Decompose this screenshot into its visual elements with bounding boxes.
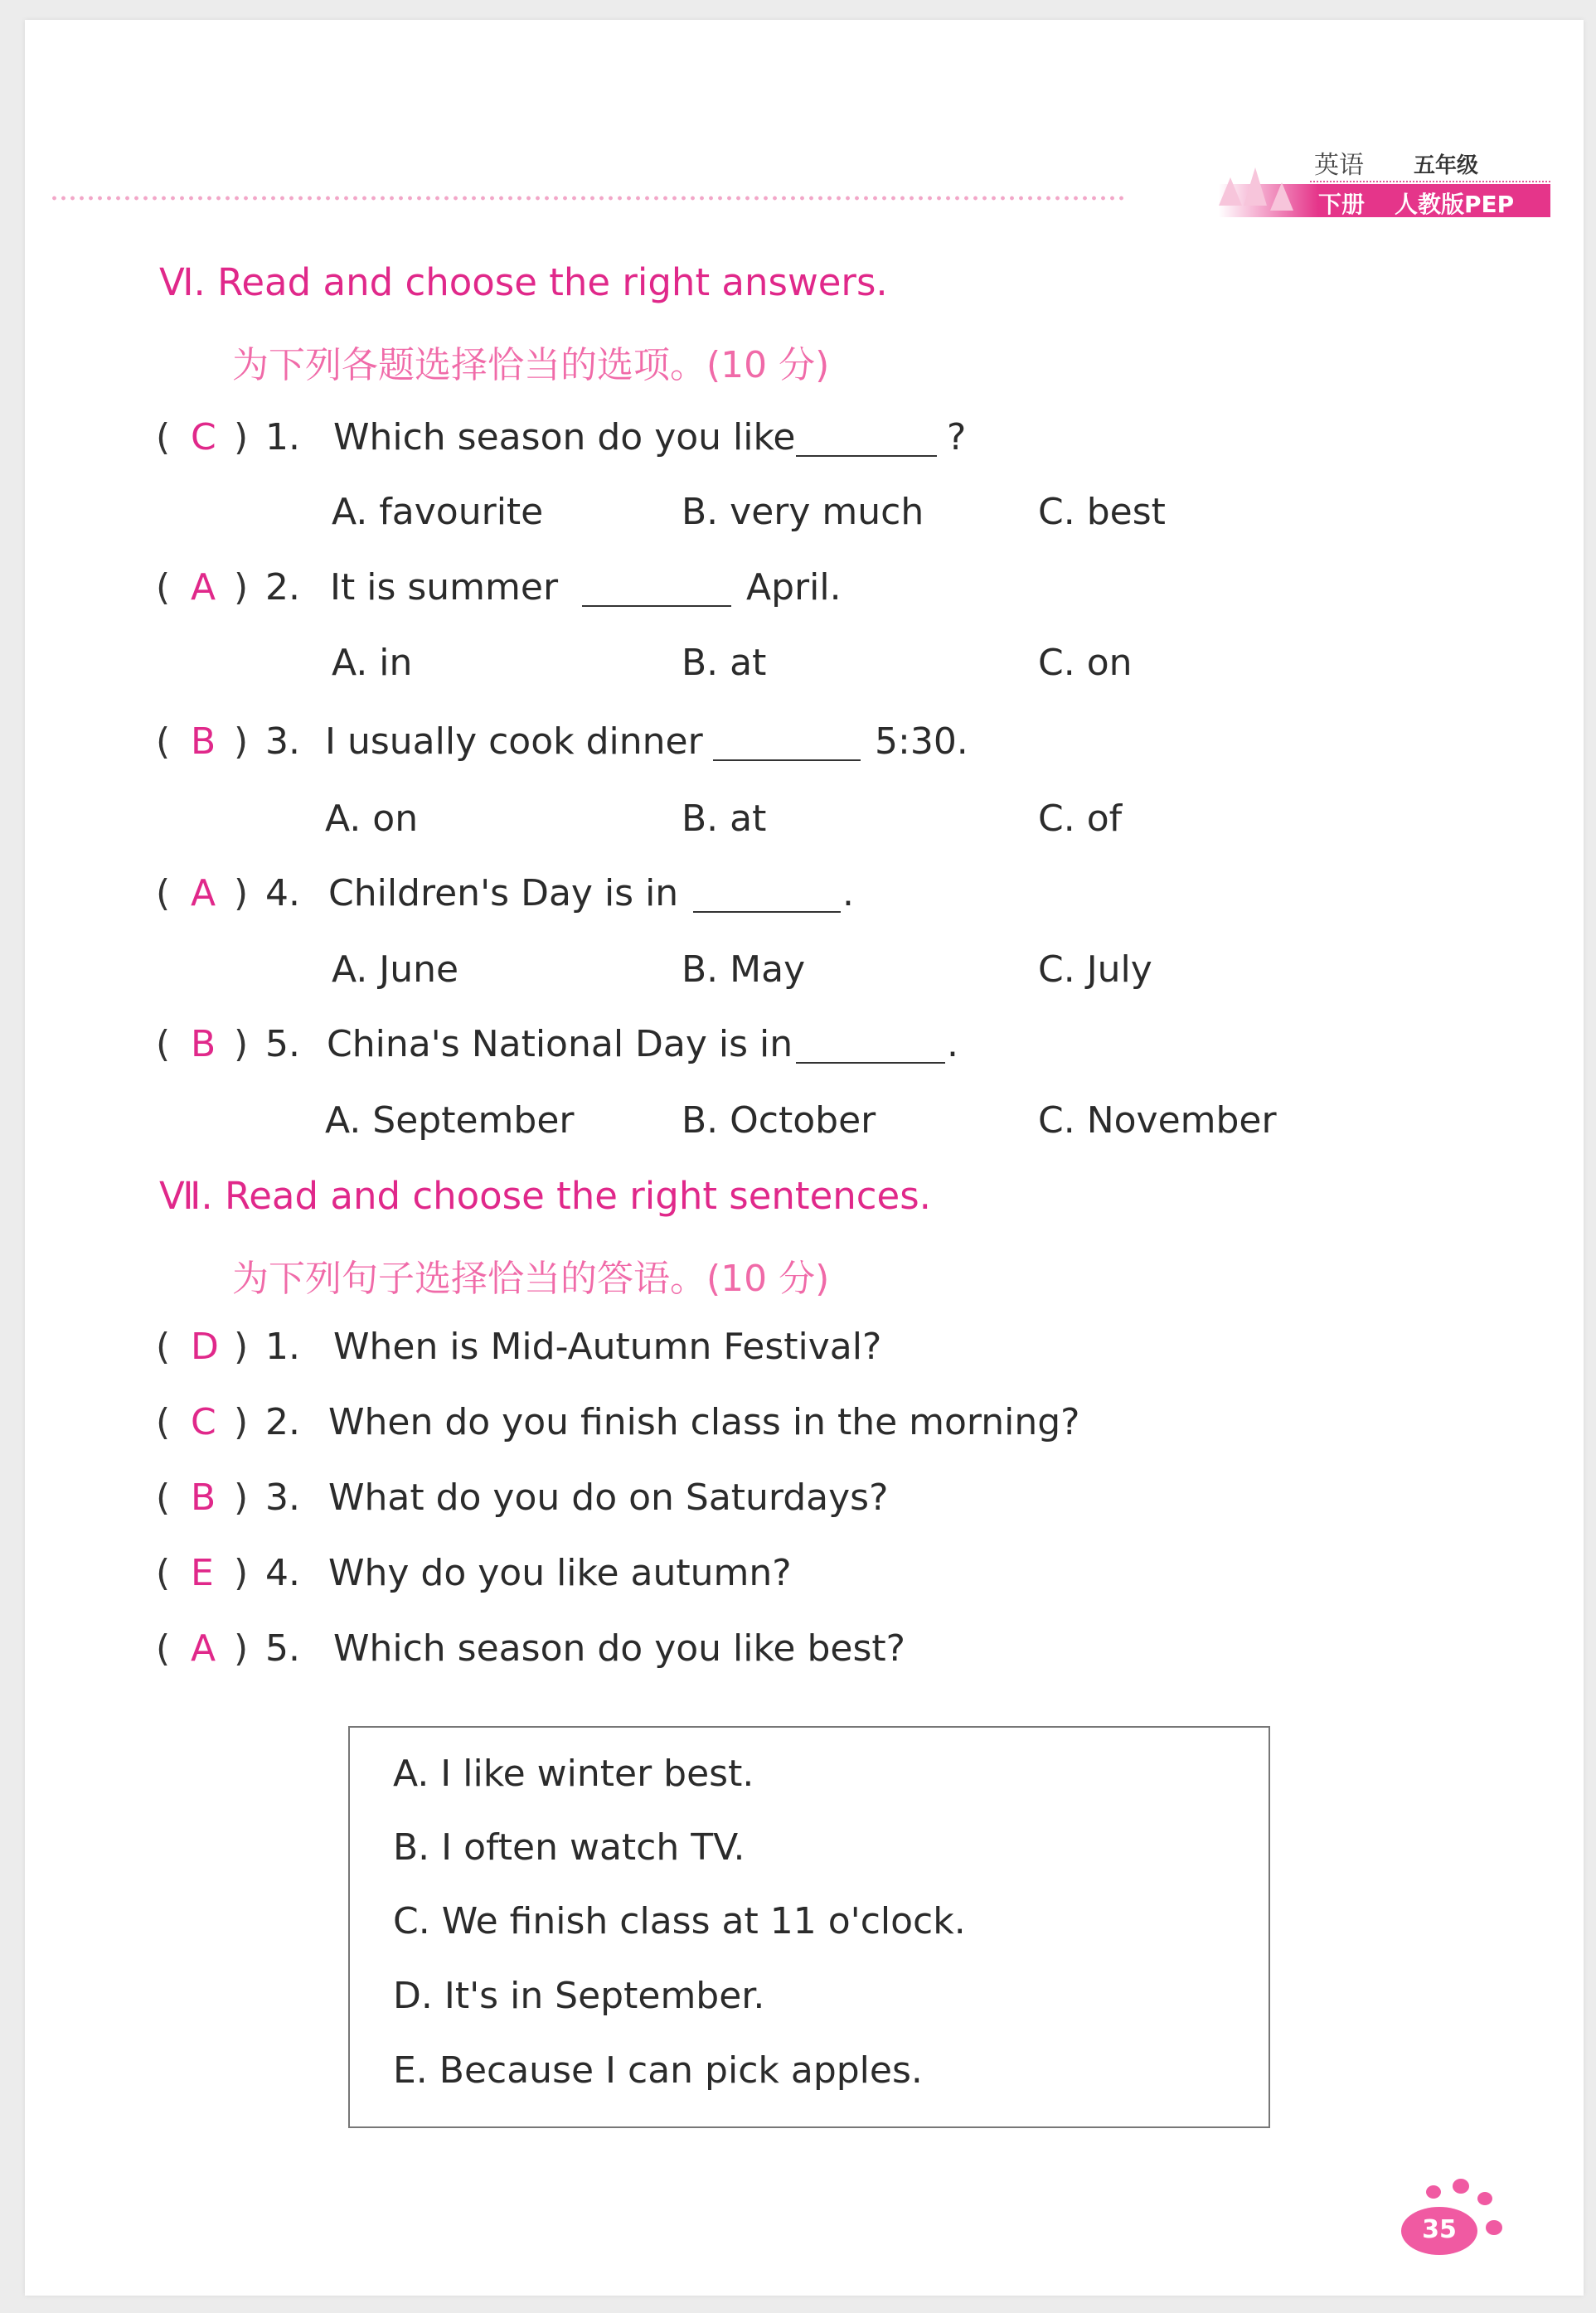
- option-c: C. best: [1038, 491, 1166, 533]
- header-subject: 英语: [1314, 151, 1364, 180]
- option-c: C. July: [1038, 948, 1152, 991]
- option-a: A. in: [332, 642, 413, 684]
- section-7-subtitle: 为下列句子选择恰当的答语。(10 分): [232, 1258, 830, 1300]
- answer-mark: E: [191, 1552, 214, 1594]
- question-number: 5.: [265, 1023, 300, 1065]
- choice-c: C. We finish class at 11 o'clock.: [393, 1900, 966, 1942]
- header-edition: 人教版PEP: [1395, 191, 1515, 218]
- question-text-end: ?: [947, 416, 967, 458]
- option-b: B. at: [682, 642, 767, 684]
- header-dotted-line: [50, 196, 1128, 201]
- answer-mark: B: [191, 720, 216, 763]
- tree-decoration-icon: [1270, 182, 1293, 211]
- option-a: A. September: [325, 1099, 575, 1142]
- paw-dot-icon: [1486, 2220, 1502, 2235]
- question-number: 1.: [265, 1326, 300, 1368]
- choice-e: E. Because I can pick apples.: [393, 2049, 923, 2092]
- tree-decoration-icon: [1244, 167, 1267, 206]
- answer-blank: [713, 759, 861, 761]
- question-text: Which season do you like: [333, 416, 796, 458]
- answer-mark: D: [191, 1326, 219, 1368]
- option-c: C. on: [1038, 642, 1133, 684]
- question-number: 2.: [265, 1401, 300, 1443]
- choice-a: A. I like winter best.: [393, 1753, 754, 1795]
- question-text: I usually cook dinner: [325, 720, 703, 763]
- choice-d: D. It's in September.: [393, 1975, 765, 2017]
- answer-mark: A: [191, 872, 216, 914]
- answer-mark: A: [191, 566, 216, 609]
- option-b: B. May: [682, 948, 806, 991]
- option-c: C. of: [1038, 798, 1123, 840]
- paw-dot-icon: [1453, 2179, 1469, 2194]
- question-number: 3.: [265, 1477, 300, 1519]
- question-text-end: .: [947, 1023, 958, 1065]
- header-grade: 五年级: [1414, 153, 1479, 178]
- question-text: Why do you like autumn?: [328, 1552, 792, 1594]
- question-text: Children's Day is in: [328, 872, 679, 914]
- paw-dot-icon: [1426, 2185, 1441, 2199]
- question-number: 2.: [265, 566, 300, 609]
- answer-mark: A: [191, 1627, 216, 1670]
- option-b: B. October: [682, 1099, 876, 1142]
- question-number: 4.: [265, 1552, 300, 1594]
- option-a: A. June: [332, 948, 459, 991]
- option-a: A. on: [325, 798, 419, 840]
- answer-blank: [796, 455, 937, 457]
- question-number: 1.: [265, 416, 300, 458]
- answer-mark: C: [191, 416, 216, 458]
- tree-decoration-icon: [1219, 177, 1242, 206]
- question-number: 4.: [265, 872, 300, 914]
- section-7-title: Ⅶ. Read and choose the right sentences.: [159, 1174, 931, 1218]
- question-text: When is Mid-Autumn Festival?: [333, 1326, 882, 1368]
- section-6-subtitle: 为下列各题选择恰当的选项。(10 分): [232, 344, 830, 386]
- answer-mark: C: [191, 1401, 216, 1443]
- section-6-title: Ⅵ. Read and choose the right answers.: [159, 260, 888, 304]
- question-text-end: .: [842, 872, 854, 914]
- paw-dot-icon: [1477, 2192, 1492, 2205]
- question-text: It is summer: [330, 566, 559, 609]
- option-c: C. November: [1038, 1099, 1277, 1142]
- answer-mark: B: [191, 1477, 216, 1519]
- option-a: A. favourite: [332, 491, 544, 533]
- header-banner: [1219, 184, 1550, 217]
- header-rule: [1310, 181, 1550, 182]
- question-text-end: April.: [746, 566, 842, 609]
- header-volume: 下册: [1318, 191, 1366, 218]
- question-text-end: 5:30.: [875, 720, 968, 763]
- page-number: 35: [1422, 2215, 1457, 2244]
- question-number: 5.: [265, 1627, 300, 1670]
- question-text: China's National Day is in: [327, 1023, 793, 1065]
- answer-blank: [582, 605, 731, 607]
- answer-blank: [693, 911, 841, 913]
- question-text: Which season do you like best?: [333, 1627, 905, 1670]
- question-number: 3.: [265, 720, 300, 763]
- answer-blank: [796, 1062, 945, 1064]
- workbook-page: 英语 五年级 下册 人教版PEP Ⅵ. Read and choose the right answers. 为下列各题选择恰当的选项。(10 分) ( C ) 1. Which season do you like ? A. favourite B. very much C. best ( A ) 2. It is summer April. A. in B. at C. on ( B ) 3. I usually cook dinner 5:30. A. on B. at C. of ( A ) 4. Children's Day is in . A. June B. May C. July ( B ) 5. China's National Day is in . A. September B. October C. November Ⅶ. Read and choose the right sentences. 为下列句子选择恰当的答语。(10 分) ( D ) 1. When is Mid-Autumn Festival? ( C ) 2. When do you finish class in the morning? ( B ) 3. What do you do on Saturdays? ( E ) 4. Why do you like autumn? ( A ) 5. Which season do you like best? A. I like winter best. B. I often watch TV. C. We finish class at 11 o'clock. D. It's in September. E. Because I can pick apples. 35: [25, 20, 1584, 2296]
- option-b: B. at: [682, 798, 767, 840]
- answer-mark: B: [191, 1023, 216, 1065]
- choice-b: B. I often watch TV.: [393, 1826, 745, 1869]
- question-text: What do you do on Saturdays?: [328, 1477, 889, 1519]
- answer-choices-box: [348, 1726, 1270, 2128]
- question-text: When do you finish class in the morning?: [328, 1401, 1080, 1443]
- option-b: B. very much: [682, 491, 924, 533]
